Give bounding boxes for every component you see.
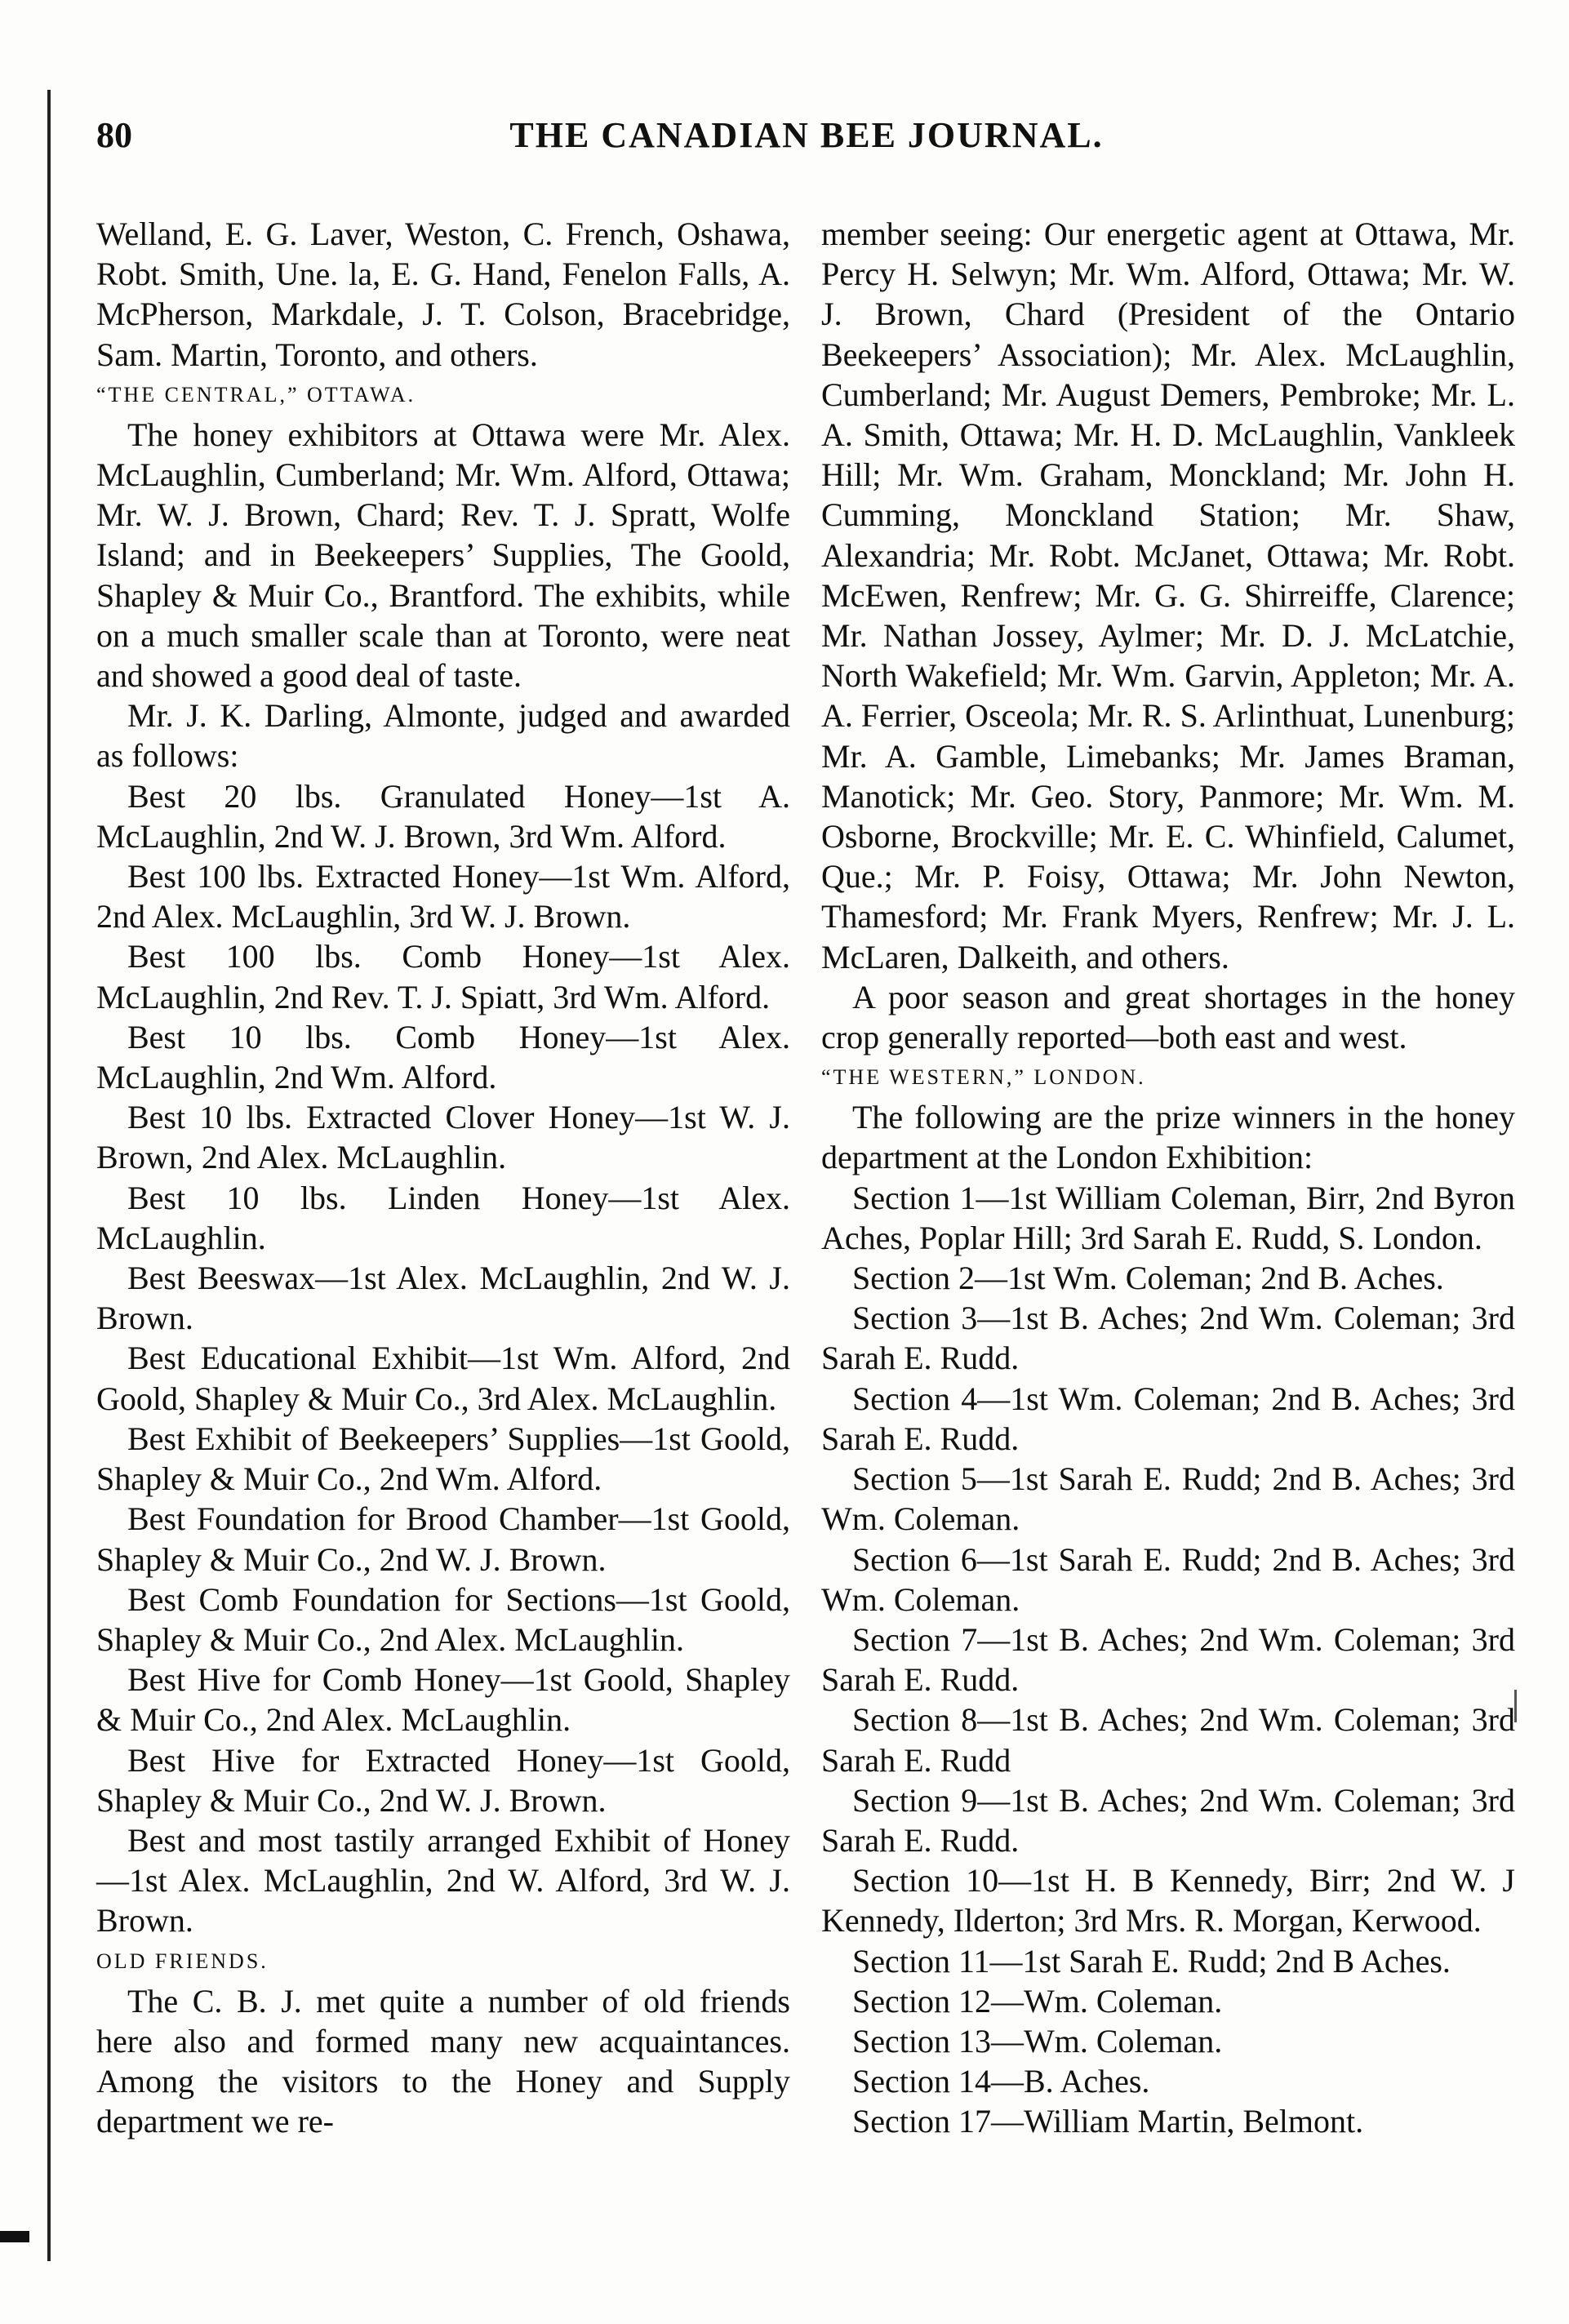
section-result: Section 5—1st Sarah E. Rudd; 2nd B. Aches; 3rd Wm. Coleman.	[821, 1460, 1515, 1538]
award-item: Best Beeswax—1st Alex. McLaughlin, 2nd W. J. Brown.	[96, 1260, 790, 1337]
heading-old-friends: OLD FRIENDS.	[96, 1949, 269, 1973]
award-item: Best Exhibit of Beekeepers’ Supplies—1st Goold, Shapley & Muir Co., 2nd Wm. Alford.	[96, 1420, 790, 1498]
section-result: Section 17—William Martin, Belmont.	[852, 2103, 1364, 2140]
paragraph-central: The honey exhibitors at Ottawa were Mr. Alex. McLaughlin, Cumberland; Mr. Wm. Alford, Ottawa; Mr. W. J. Brown, Chard; Rev. T. J. Spratt, Wolfe Island; and in Beekeepers’ Supplies, The Goold, Shapley & Muir Co., Brantford. The exhibits, while on a much smaller scale than at Toronto, were neat and showed a good deal of taste.	[96, 415, 790, 695]
paragraph-judged: Mr. J. K. Darling, Almonte, judged and awarded as follows:	[96, 697, 790, 775]
page-number: 80	[96, 115, 132, 155]
section-result: Section 10—1st H. B Kennedy, Birr; 2nd W. J Kennedy, Ilderton; 3rd Mrs. R. Morgan, Kerwood.	[821, 1862, 1515, 1940]
award-item: Best 10 lbs. Comb Honey—1st Alex. McLaughlin, 2nd Wm. Alford.	[96, 1018, 790, 1096]
left-column	[96, 214, 790, 2141]
section-result: Section 4—1st Wm. Coleman; 2nd B. Aches; 3rd Sarah E. Rudd.	[821, 1380, 1515, 1457]
section-result: Section 12—Wm. Coleman.	[852, 1982, 1223, 2020]
section-result: Section 7—1st B. Aches; 2nd Wm. Coleman; 3rd Sarah E. Rudd.	[821, 1620, 1515, 1699]
award-item: Best 100 lbs. Comb Honey—1st Alex. McLaughlin, 2nd Rev. T. J. Spiatt, 3rd Wm. Alford.	[96, 938, 790, 1015]
section-result: Section 13—Wm. Coleman.	[852, 2022, 1223, 2060]
section-result: Section 6—1st Sarah E. Rudd; 2nd B. Aches; 3rd Wm. Coleman.	[821, 1540, 1515, 1618]
heading-western-london: “THE WESTERN,” LONDON.	[821, 1065, 1146, 1090]
award-item: Best and most tastily arranged Exhibit of Honey—1st Alex. McLaughlin, 2nd W. Alford, 3rd W. J. Brown.	[96, 1821, 790, 1940]
section-result: Section 2—1st Wm. Coleman; 2nd B. Aches.	[852, 1260, 1444, 1297]
section-result: Section 3—1st B. Aches; 2nd Wm. Coleman; 3rd Sarah E. Rudd.	[821, 1300, 1515, 1377]
section-result: Section 1—1st William Coleman, Birr, 2nd Byron Aches, Poplar Hill; 3rd Sarah E. Rudd, S. London.	[821, 1179, 1515, 1256]
award-item: Best Comb Foundation for Sections—1st Goold, Shapley & Muir Co., 2nd Alex. McLaughlin.	[96, 1580, 790, 1658]
heading-central-ottawa: “THE CENTRAL,” OTTAWA.	[96, 382, 416, 407]
award-item: Best 100 lbs. Extracted Honey—1st Wm. Alford, 2nd Alex. McLaughlin, 3rd W. J. Brown.	[96, 858, 790, 935]
award-item: Best 10 lbs. Linden Honey—1st Alex. McLaughlin.	[96, 1179, 790, 1256]
section-result: Section 8—1st B. Aches; 2nd Wm. Coleman; 3rd Sarah E. Rudd	[821, 1701, 1515, 1779]
paragraph-winners: The following are the prize winners in the honey department at the London Exhibition:	[821, 1099, 1515, 1176]
journal-title: THE CANADIAN BEE JOURNAL.	[509, 115, 1104, 155]
award-item: Best Hive for Extracted Honey—1st Goold, Shapley & Muir Co., 2nd W. J. Brown.	[96, 1741, 790, 1819]
award-item: Best 10 lbs. Extracted Clover Honey—1st W. J. Brown, 2nd Alex. McLaughlin.	[96, 1099, 790, 1176]
award-item: Best Foundation for Brood Chamber—1st Goold, Shapley & Muir Co., 2nd W. J. Brown.	[96, 1500, 790, 1578]
left-margin-rule	[47, 90, 51, 2261]
award-item: Best 20 lbs. Granulated Honey—1st A. McLaughlin, 2nd W. J. Brown, 3rd Wm. Alford.	[96, 777, 790, 855]
scan-corner-mark	[0, 2231, 29, 2242]
section-result: Section 11—1st Sarah E. Rudd; 2nd B Aches.	[852, 1942, 1451, 1980]
page-header	[96, 114, 1517, 163]
paragraph-visitors: member seeing: Our energetic agent at Ottawa, Mr. Percy H. Selwyn; Mr. Wm. Alford, Ottawa; Mr. W. J. Brown, Chard (President of the Ontario Beekeepers’ Association); Mr. Alex. McLaughlin, Cumberland; Mr. August Demers, Pembroke; Mr. L. A. Smith, Ottawa; Mr. H. D. McLaughlin, Vankleek Hill; Mr. Wm. Graham, Monckland; Mr. John H. Cumming, Monckland Station; Mr. Shaw, Alexandria; Mr. Robt. McJanet, Ottawa; Mr. Robt. McEwen, Renfrew; Mr. G. G. Shirreiffe, Clarence; Mr. Nathan Jossey, Aylmer; Mr. D. J. McLatchie, North Wakefield; Mr. Wm. Garvin, Appleton; Mr. A. A. Ferrier, Osceola; Mr. R. S. Arlinthuat, Lunenburg; Mr. A. Gamble, Limebanks; Mr. James Braman, Manotick; Mr. Geo. Story, Panmore; Mr. Wm. M. Osborne, Brockville; Mr. E. C. Whinfield, Calumet, Que.; Mr. P. Foisy, Ottawa; Mr. John Newton, Thamesford; Mr. Frank Myers, Renfrew; Mr. J. L. McLaren, Dalkeith, and others.	[821, 216, 1515, 975]
award-item: Best Hive for Comb Honey—1st Goold, Shapley & Muir Co., 2nd Alex. McLaughlin.	[96, 1661, 790, 1739]
section-result: Section 9—1st B. Aches; 2nd Wm. Coleman; 3rd Sarah E. Rudd.	[821, 1781, 1515, 1859]
right-column	[821, 214, 1515, 2142]
paragraph-old-friends: The C. B. J. met quite a number of old friends here also and formed many new acquaintances. Among the visitors to the Honey and Supply department we re-	[96, 1982, 790, 2140]
paragraph-intro: Welland, E. G. Laver, Weston, C. French, Oshawa, Robt. Smith, Une. la, E. G. Hand, Fenelon Falls, A. McPherson, Markdale, J. T. Colson, Bracebridge, Sam. Martin, Toronto, and others.	[96, 216, 790, 373]
award-item: Best Educational Exhibit—1st Wm. Alford, 2nd Goold, Shapley & Muir Co., 3rd Alex. McLaughlin.	[96, 1340, 790, 1417]
paragraph-poor-season: A poor season and great shortages in the honey crop generally reported—both east and west.	[821, 978, 1515, 1056]
section-result: Section 14—B. Aches.	[852, 2063, 1150, 2100]
